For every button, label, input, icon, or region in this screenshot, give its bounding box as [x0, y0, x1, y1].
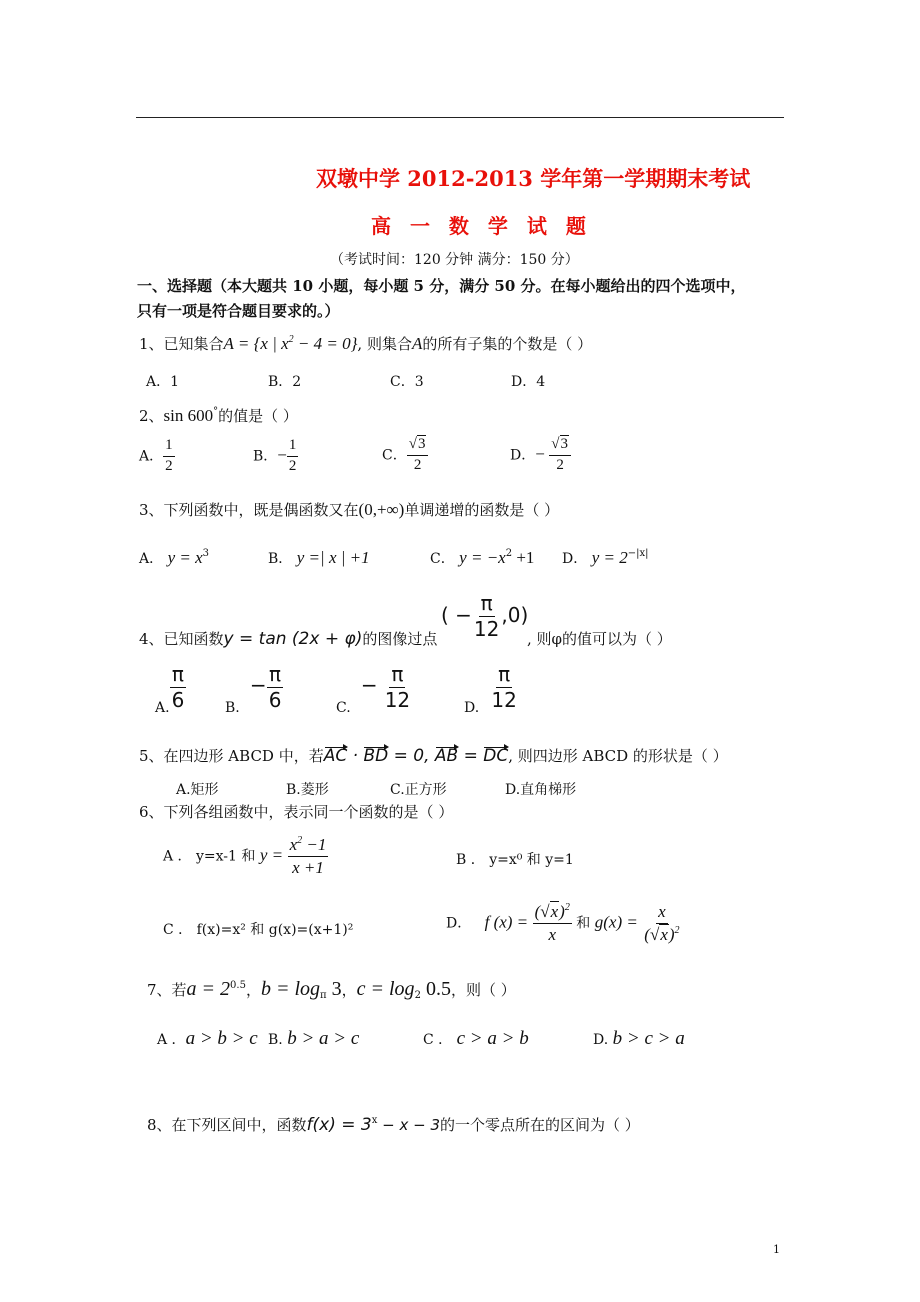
question-1: 1、已知集合A = {x | $x^2 - 4 = 0$}, 则集合A的所有子集的个数是（ ） — [139, 334, 593, 353]
question-7: 7、若$a = 2^{0.5}$，$b = \log_\pi 3$，$c = \log_2 0.5$，则（ ） — [147, 978, 516, 1001]
q4-option-a: A. $\frac{\pi}{6}$ — [155, 662, 185, 716]
q6-option-a: A ． y=x-1 和 y = $\frac{x^2 -1}{x +1}$ — [163, 835, 327, 877]
question-3: 3、下列函数中，既是偶函数又在(0,+∞)单调递增的函数是（ ） — [139, 500, 560, 519]
q1-option-c: C．3 — [390, 374, 424, 390]
question-2: 2、sin 600°的值是（ ） — [139, 406, 298, 425]
exam-info: （考试时间：120 分钟 满分：150 分） — [330, 252, 579, 268]
question-6: 6、下列各组函数中，表示同一个函数的是（ ） — [139, 803, 454, 821]
q4-option-d: D. $\frac{\pi}{12}$ — [464, 662, 517, 716]
set-expression: A = {x | $x^2 - 4 = 0$} — [223, 334, 358, 353]
section-heading-line1: 一、选择题（本大题共 10 小题，每小题 5 分，满分 50 分。在每小题给出的四个选项中， — [137, 277, 746, 295]
header-rule — [136, 117, 784, 118]
q3-option-a: A． $y = x^3$ — [139, 548, 210, 567]
question-8: 8、在下列区间中，函数$f(x) = 3^x - x - 3$的一个零点所在的区间为（ ） — [147, 1115, 640, 1135]
q2-option-d: D．− $\frac{√3}{2}$ — [510, 437, 571, 474]
q5-option-d: D.直角梯形 — [505, 782, 577, 798]
q1-option-a: A．1 — [146, 374, 180, 390]
q6-option-b: B ． y=x⁰ 和 y=1 — [456, 852, 574, 868]
q3-option-d: D． $y = 2^{-|x|}$ — [562, 548, 649, 567]
question-5: 5、在四边形 ABCD 中，若AC · BD = 0, AB = DC, 则四边形 ABCD 的形状是（ ） — [139, 746, 728, 766]
page-number: 1 — [773, 1243, 780, 1256]
q1-option-d: D．4 — [511, 374, 546, 390]
q5-option-a: A.矩形 — [176, 782, 219, 798]
q6-option-d: D． f (x) = $\frac{(√x)^2}{x}$ 和 g(x) = $\frac{x}{(√x)^2}$ — [446, 902, 680, 944]
q7-option-b: B. b > a > c — [268, 1028, 360, 1049]
q4-option-c: C. − $\frac{\pi}{12}$ — [336, 662, 411, 716]
q2-option-a: A． $\frac{1}{2}$ — [139, 437, 173, 474]
school-title: 双墩中学 2012-2013 学年第一学期期末考试 — [316, 166, 751, 191]
q7-option-a: A ．a > b > c — [157, 1028, 258, 1049]
q7-option-c: C ． c > a > b — [423, 1028, 529, 1049]
q3-option-b: B． y =| x | +1 — [268, 548, 370, 567]
section-heading-line2: 只有一项是符合题目要求的。） — [137, 302, 340, 320]
q2-option-b: B．− $\frac{1}{2}$ — [253, 437, 297, 474]
q4-point: ( − $\frac{\pi}{12}$ ,0) — [441, 591, 529, 641]
exam-title: 高 一 数 学 试 题 — [371, 214, 592, 238]
q3-option-c: C． $y = -x^2 +1$ — [430, 548, 535, 567]
q7-option-d: D. b > c > a — [593, 1028, 685, 1049]
q5-option-c: C.正方形 — [390, 782, 447, 798]
question-4: 4、已知函数y = tan (2x + φ)的图像过点 — [139, 629, 438, 649]
q4-option-b: B. − $\frac{\pi}{6}$ — [225, 662, 282, 716]
q4-suffix: , 则φ的值可以为（ ） — [527, 630, 672, 648]
q6-option-c: C ． f(x)=x² 和 g(x)=(x+1)² — [163, 922, 354, 938]
q1-option-b: B．2 — [268, 374, 302, 390]
q5-option-b: B.菱形 — [286, 782, 329, 798]
q2-option-c: C． $\frac{√3}{2}$ — [382, 437, 428, 474]
